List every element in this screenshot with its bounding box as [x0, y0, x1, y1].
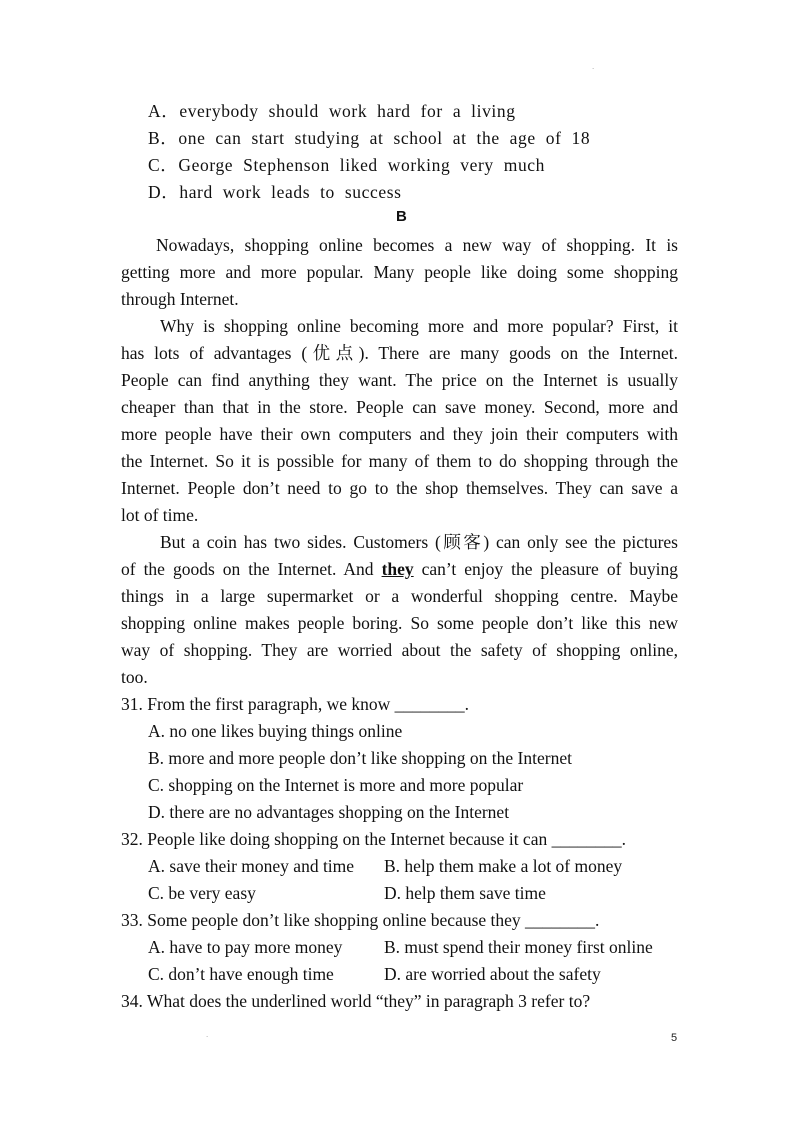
- passage-p3-line: But a coin has two sides. Customers (顾客) can only see the pictures: [160, 532, 678, 552]
- passage-p2-line: the Internet. So it is possible for many of them to do shopping through the: [121, 451, 678, 471]
- p3-text-before: of the goods on the Internet. And: [121, 559, 382, 579]
- passage-p2-line: Internet. People don’t need to go to the shop themselves. They can save a: [121, 478, 678, 498]
- question-31-option-a: A. no one likes buying things online: [148, 721, 403, 741]
- passage-p2-line: more people have their own computers and they join their computers with: [121, 424, 678, 444]
- question-33-option-d: D. are worried about the safety: [384, 964, 601, 984]
- prev-option-d: D．hard work leads to success: [148, 182, 402, 202]
- passage-p3-line: shopping online makes people boring. So some people don’t like this new: [121, 613, 678, 633]
- page-number: 5: [671, 1032, 678, 1044]
- p3-text-after: can’t enjoy the pleasure of buying: [413, 559, 678, 579]
- passage-p2-line: has lots of advantages (优点). There are many goods on the Internet.: [121, 343, 678, 363]
- question-32-option-b: B. help them make a lot of money: [384, 856, 623, 876]
- underlined-word-they: they: [381, 559, 414, 579]
- prev-option-b: B．one can start studying at school at the age of 18: [148, 128, 591, 148]
- passage-p2-line: Why is shopping online becoming more and more popular? First, it: [160, 316, 678, 336]
- passage-p3-line: too.: [121, 667, 148, 687]
- question-33-option-b: B. must spend their money first online: [384, 937, 653, 957]
- passage-p3-line-underlined: [121, 556, 678, 583]
- question-32-option-d: D. help them save time: [384, 883, 546, 903]
- passage-p2-line: lot of time.: [121, 505, 199, 525]
- question-31-stem: 31. From the first paragraph, we know ________.: [121, 694, 469, 714]
- passage-p1-line: Nowadays, shopping online becomes a new way of shopping. It is: [156, 235, 678, 255]
- question-33-stem: 33. Some people don’t like shopping online because they ________.: [121, 910, 600, 930]
- question-33-option-a: A. have to pay more money: [148, 937, 343, 957]
- prev-option-a: A．everybody should work hard for a living: [148, 101, 516, 121]
- scan-mark-top: .: [592, 62, 595, 71]
- question-33-option-c: C. don’t have enough time: [148, 964, 334, 984]
- passage-p1-line: getting more and more popular. Many people like doing some shopping: [121, 262, 678, 282]
- question-31-option-c: C. shopping on the Internet is more and more popular: [148, 775, 524, 795]
- passage-p1-line: through Internet.: [121, 289, 239, 309]
- question-32-stem: 32. People like doing shopping on the Internet because it can ________.: [121, 829, 626, 849]
- passage-p3-line: way of shopping. They are worried about the safety of shopping online,: [121, 640, 678, 660]
- passage-p2-line: cheaper than that in the store. People can save money. Second, more and: [121, 397, 678, 417]
- scan-mark-bottom: .: [206, 1030, 209, 1039]
- prev-option-c: C．George Stephenson liked working very much: [148, 155, 546, 175]
- passage-p2-line: People can find anything they want. The price on the Internet is usually: [121, 370, 678, 390]
- section-label: B: [396, 208, 407, 225]
- question-31-option-b: B. more and more people don’t like shopping on the Internet: [148, 748, 572, 768]
- question-31-option-d: D. there are no advantages shopping on the Internet: [148, 802, 510, 822]
- question-34-stem: 34. What does the underlined world “they” in paragraph 3 refer to?: [121, 991, 591, 1011]
- question-32-option-a: A. save their money and time: [148, 856, 355, 876]
- question-32-option-c: C. be very easy: [148, 883, 256, 903]
- passage-p3-line: things in a large supermarket or a wonderful shopping centre. Maybe: [121, 586, 678, 606]
